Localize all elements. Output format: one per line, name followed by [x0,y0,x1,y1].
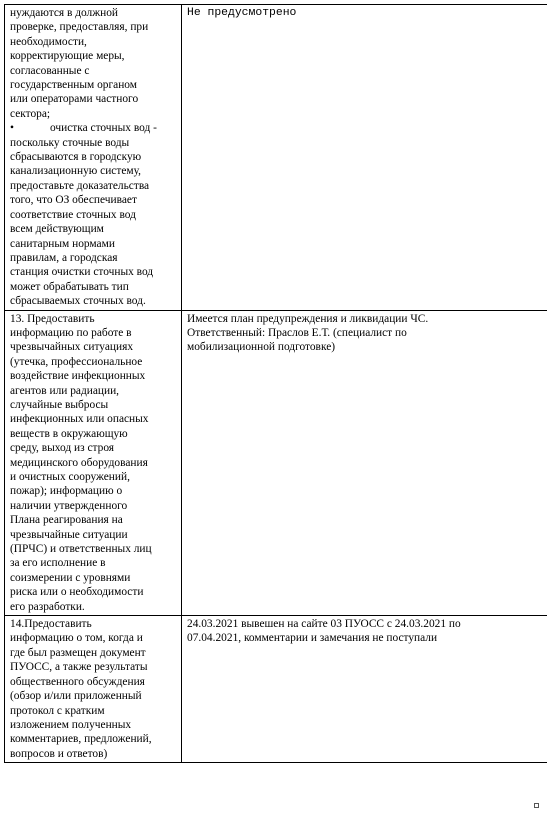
text-line: государственным органом [10,79,137,92]
text-line: информацию по работе в [10,326,132,339]
row1-left-cell [5,5,182,311]
text-line: санитарным нормами [10,237,115,250]
text-line: необходимости, [10,35,87,48]
text-line: канализационную систему, [10,165,141,178]
row1-right-cell [182,5,547,311]
text-line: вопросов и ответов) [10,747,108,760]
text-line: случайные выбросы [10,398,109,411]
text-line: где был размещен документ [10,646,146,659]
text-line: веществ в окружающую [10,427,128,440]
row3-left-cell [5,616,182,763]
text-line: проверке, предоставляя, при [10,21,149,34]
text-line: информацию о том, когда и [10,632,143,645]
text-line: согласованные с [10,64,90,77]
row2-left-cell [5,310,182,616]
not-provided-text: Не предусмотрено [187,7,297,19]
text-line: (ПРЧС) и ответственных лиц [10,543,152,556]
text-line: за его исполнение в [10,557,106,570]
text-line: риска или о необходимости [10,586,144,599]
text-line: и очистных сооружений, [10,471,130,483]
text-line: Имеется план предупреждения и ликвидации ЧС. [187,312,429,325]
text-line: поскольку сточные воды [10,136,130,149]
table-row [5,310,547,616]
bullet-icon: • [10,122,14,135]
bullet-text: очистка сточных вод - [50,122,157,135]
text-line: Ответственный: Праслов Е.Т. (специалист по [187,326,407,339]
text-line: предоставьте доказательства [10,179,150,192]
bullet-item [10,121,177,135]
text-line: корректирующие меры, [10,50,125,63]
text-line: мобилизационной подготовке) [187,341,336,354]
text-line: того, что ОЗ обеспечивает [10,194,137,207]
text-line: комментариев, предложений, [10,733,152,746]
text-line: воздействие инфекционных [10,370,146,383]
text-line: нуждаются в должной [10,7,118,19]
text-line: инфекционных или опасных [10,413,149,426]
text-line: протокол с кратким [10,704,105,717]
text-line: всем действующим [10,223,104,236]
text-line: соизмерении с уровнями [10,571,131,584]
text-line: Плана реагирования на [10,514,123,527]
text-line: пожар); информацию о [10,485,123,498]
text-line: правилам, а городская [10,251,118,264]
text-line: изложением полученных [10,718,132,731]
end-of-table-marker [534,803,539,808]
text-line: или операторами частного [10,93,139,106]
text-line: агентов или радиации, [10,384,120,397]
text-line: ПУОСС, а также результаты [10,661,148,674]
text-line: наличии утвержденного [10,499,128,512]
text-line: 24.03.2021 вывешен на сайте 03 ПУОСС с 24.03.2021 по [187,618,461,631]
document-table [4,4,547,763]
text-line: сектора; [10,107,51,120]
text-line: (утечка, профессиональное [10,355,143,368]
text-line: соответствие сточных вод [10,208,136,221]
text-line: 13. Предоставить [10,312,95,325]
text-line: общественного обсуждения [10,675,145,688]
text-line: сбрасываются в городскую [10,151,142,164]
row2-right-cell [182,310,547,616]
text-line: медицинского оборудования [10,456,148,469]
text-line: чрезвычайные ситуации [10,528,128,541]
row3-right-cell [182,616,547,763]
table-row [5,616,547,763]
text-line: может обрабатывать тип [10,280,129,293]
text-line: 07.04.2021, комментарии и замечания не поступали [187,632,438,645]
text-line: среду, выход из строя [10,442,115,455]
text-line: 14.Предоставить [10,618,92,631]
text-line: (обзор и/или приложенный [10,690,142,703]
text-line: станция очистки сточных вод [10,266,154,279]
text-line: чрезвычайных ситуациях [10,341,134,354]
table-row [5,5,547,311]
text-line: сбрасываемых сточных вод. [10,295,146,308]
text-line: его разработки. [10,600,85,613]
